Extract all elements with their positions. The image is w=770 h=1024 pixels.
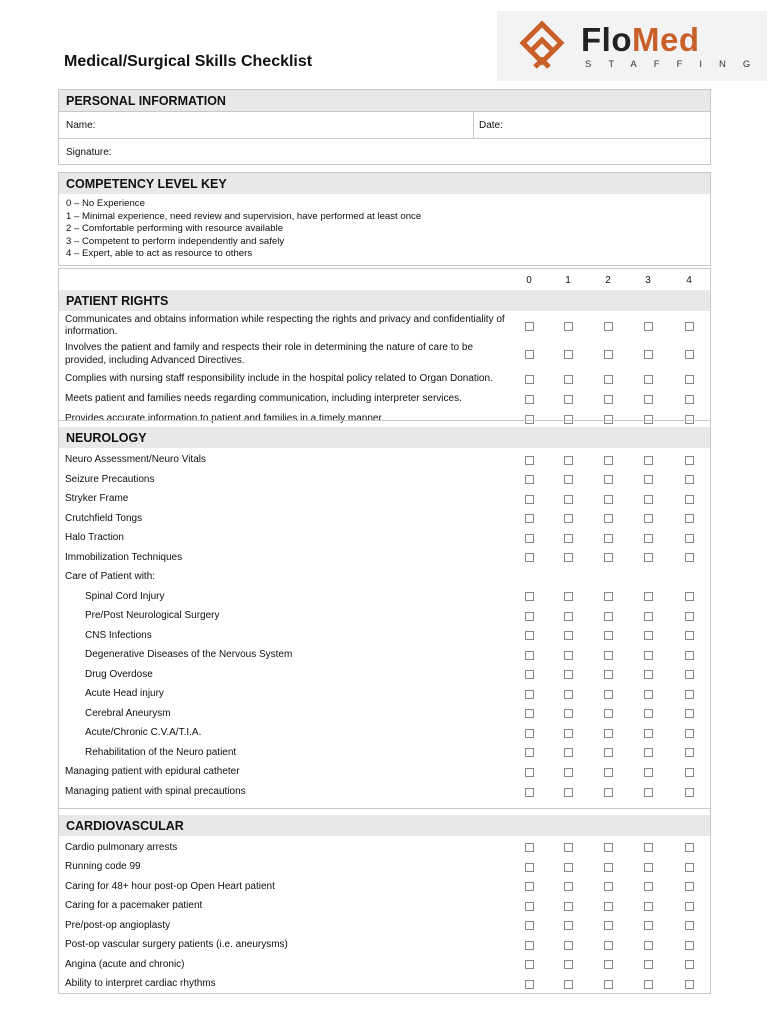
- competency-0-checkbox[interactable]: [525, 882, 534, 891]
- competency-3-checkbox[interactable]: [644, 651, 653, 660]
- competency-1-checkbox[interactable]: [564, 534, 573, 543]
- competency-0-checkbox[interactable]: [525, 709, 534, 718]
- skill-item-label: Spinal Cord Injury: [85, 590, 165, 602]
- competency-3-checkbox[interactable]: [644, 375, 653, 384]
- competency-2-checkbox[interactable]: [604, 729, 613, 738]
- competency-3-checkbox[interactable]: [644, 709, 653, 718]
- competency-3-checkbox[interactable]: [644, 612, 653, 621]
- skill-item-label: Degenerative Diseases of the Nervous System: [85, 649, 293, 661]
- competency-levels-list: [66, 198, 421, 261]
- skill-item-label: Managing patient with spinal precautions: [65, 786, 246, 798]
- competency-4-checkbox[interactable]: [685, 980, 694, 989]
- competency-4-checkbox[interactable]: [685, 456, 694, 465]
- competency-4-checkbox[interactable]: [685, 960, 694, 969]
- competency-3-checkbox[interactable]: [644, 788, 653, 797]
- competency-0-checkbox[interactable]: [525, 631, 534, 640]
- competency-4-checkbox[interactable]: [685, 395, 694, 404]
- competency-4-checkbox[interactable]: [685, 941, 694, 950]
- competency-0-checkbox[interactable]: [525, 670, 534, 679]
- competency-3-checkbox[interactable]: [644, 592, 653, 601]
- competency-4-checkbox[interactable]: [685, 709, 694, 718]
- competency-2-checkbox[interactable]: [604, 322, 613, 331]
- competency-3-checkbox[interactable]: [644, 921, 653, 930]
- personal-information-header: PERSONAL INFORMATION: [59, 90, 710, 111]
- competency-2-checkbox[interactable]: [604, 941, 613, 950]
- competency-1-checkbox[interactable]: [564, 902, 573, 911]
- competency-2-checkbox[interactable]: [604, 475, 613, 484]
- competency-level-1: 1 – Minimal experience, need review and supervision, have performed at least once: [66, 210, 422, 222]
- competency-3-checkbox[interactable]: [644, 748, 653, 757]
- competency-1-checkbox[interactable]: [564, 690, 573, 699]
- competency-4-checkbox[interactable]: [685, 902, 694, 911]
- competency-0-checkbox[interactable]: [525, 980, 534, 989]
- competency-2-checkbox[interactable]: [604, 350, 613, 359]
- competency-2-checkbox[interactable]: [604, 495, 613, 504]
- skill-item-label: CNS Infections: [85, 629, 152, 641]
- competency-level-key-box: [58, 172, 711, 266]
- competency-0-checkbox[interactable]: [525, 690, 534, 699]
- competency-level-0: 0 – No Experience: [66, 198, 145, 209]
- competency-1-checkbox[interactable]: [564, 788, 573, 797]
- competency-level-3: 3 – Competent to perform independently and safely: [66, 235, 285, 247]
- competency-4-checkbox[interactable]: [685, 612, 694, 621]
- competency-3-checkbox[interactable]: [644, 690, 653, 699]
- competency-2-checkbox[interactable]: [604, 553, 613, 562]
- competency-3-checkbox[interactable]: [644, 843, 653, 852]
- skill-item-label: Cerebral Aneurysm: [85, 707, 171, 719]
- competency-1-checkbox[interactable]: [564, 729, 573, 738]
- competency-4-checkbox[interactable]: [685, 651, 694, 660]
- competency-0-checkbox[interactable]: [525, 651, 534, 660]
- skill-item-label: Drug Overdose: [85, 668, 153, 680]
- competency-3-checkbox[interactable]: [644, 395, 653, 404]
- competency-3-checkbox[interactable]: [644, 768, 653, 777]
- competency-4-checkbox[interactable]: [685, 375, 694, 384]
- scale-header-1: 1: [565, 275, 571, 286]
- competency-0-checkbox[interactable]: [525, 729, 534, 738]
- competency-3-checkbox[interactable]: [644, 350, 653, 359]
- skill-item-label: Ability to interpret cardiac rhythms: [65, 978, 216, 990]
- competency-4-checkbox[interactable]: [685, 863, 694, 872]
- competency-0-checkbox[interactable]: [525, 495, 534, 504]
- skill-item-label: Communicates and obtains information while respecting the rights and privacy and confidentiality of information.: [65, 313, 505, 337]
- competency-0-checkbox[interactable]: [525, 375, 534, 384]
- competency-1-checkbox[interactable]: [564, 475, 573, 484]
- skill-item-label: Halo Traction: [65, 532, 124, 544]
- skill-item-label: Caring for a pacemaker patient: [65, 900, 203, 912]
- competency-2-checkbox[interactable]: [604, 980, 613, 989]
- competency-1-checkbox[interactable]: [564, 553, 573, 562]
- competency-1-checkbox[interactable]: [564, 980, 573, 989]
- competency-0-checkbox[interactable]: [525, 768, 534, 777]
- competency-1-checkbox[interactable]: [564, 592, 573, 601]
- skill-item-label: Post-op vascular surgery patients (i.e. aneurysms): [65, 939, 288, 951]
- competency-2-checkbox[interactable]: [604, 843, 613, 852]
- competency-0-checkbox[interactable]: [525, 592, 534, 601]
- competency-4-checkbox[interactable]: [685, 350, 694, 359]
- signature-label: Signature:: [66, 147, 112, 158]
- competency-0-checkbox[interactable]: [525, 843, 534, 852]
- skill-item-label: Cardio pulmonary arrests: [65, 841, 178, 853]
- competency-4-checkbox[interactable]: [685, 729, 694, 738]
- skill-item-label: Angina (acute and chronic): [65, 958, 185, 970]
- competency-2-checkbox[interactable]: [604, 534, 613, 543]
- competency-level-4: 4 – Expert, able to act as resource to others: [66, 248, 253, 260]
- competency-2-checkbox[interactable]: [604, 395, 613, 404]
- skill-item-label: Care of Patient with:: [65, 571, 156, 583]
- competency-1-checkbox[interactable]: [564, 670, 573, 679]
- competency-level-key-header: COMPETENCY LEVEL KEY: [59, 173, 710, 194]
- competency-2-checkbox[interactable]: [604, 748, 613, 757]
- skill-item-label: Running code 99: [65, 861, 141, 873]
- section-header-neurology: NEUROLOGY: [59, 427, 710, 448]
- skill-item-label: Pre/Post Neurological Surgery: [85, 610, 220, 622]
- competency-0-checkbox[interactable]: [525, 921, 534, 930]
- competency-4-checkbox[interactable]: [685, 882, 694, 891]
- competency-3-checkbox[interactable]: [644, 941, 653, 950]
- section-header-patient-rights: PATIENT RIGHTS: [59, 290, 710, 311]
- competency-4-checkbox[interactable]: [685, 495, 694, 504]
- competency-4-checkbox[interactable]: [685, 748, 694, 757]
- competency-2-checkbox[interactable]: [604, 902, 613, 911]
- competency-3-checkbox[interactable]: [644, 456, 653, 465]
- competency-0-checkbox[interactable]: [525, 612, 534, 621]
- competency-1-checkbox[interactable]: [564, 843, 573, 852]
- skill-item-label: Caring for 48+ hour post-op Open Heart patient: [65, 880, 275, 892]
- competency-2-checkbox[interactable]: [604, 592, 613, 601]
- competency-1-checkbox[interactable]: [564, 415, 573, 424]
- competency-2-checkbox[interactable]: [604, 612, 613, 621]
- competency-2-checkbox[interactable]: [604, 788, 613, 797]
- competency-0-checkbox[interactable]: [525, 395, 534, 404]
- competency-1-checkbox[interactable]: [564, 882, 573, 891]
- competency-0-checkbox[interactable]: [525, 960, 534, 969]
- competency-2-checkbox[interactable]: [604, 670, 613, 679]
- competency-4-checkbox[interactable]: [685, 322, 694, 331]
- name-field[interactable]: [109, 112, 469, 138]
- competency-1-checkbox[interactable]: [564, 631, 573, 640]
- personal-information-box: [58, 89, 711, 165]
- flomed-logo-icon: [517, 20, 567, 72]
- competency-0-checkbox[interactable]: [525, 350, 534, 359]
- competency-4-checkbox[interactable]: [685, 670, 694, 679]
- competency-3-checkbox[interactable]: [644, 980, 653, 989]
- competency-0-checkbox[interactable]: [525, 456, 534, 465]
- skill-item-label: Seizure Precautions: [65, 473, 155, 485]
- competency-4-checkbox[interactable]: [685, 921, 694, 930]
- competency-3-checkbox[interactable]: [644, 514, 653, 523]
- competency-3-checkbox[interactable]: [644, 495, 653, 504]
- competency-0-checkbox[interactable]: [525, 553, 534, 562]
- skill-item-label: Stryker Frame: [65, 493, 129, 505]
- competency-2-checkbox[interactable]: [604, 690, 613, 699]
- competency-1-checkbox[interactable]: [564, 863, 573, 872]
- skill-item-label: Acute/Chronic C.V.A/T.I.A.: [85, 727, 202, 739]
- company-logo: [497, 11, 767, 81]
- skill-item-label: Rehabilitation of the Neuro patient: [85, 746, 237, 758]
- competency-3-checkbox[interactable]: [644, 863, 653, 872]
- skill-item-label: Managing patient with epidural catheter: [65, 766, 240, 778]
- name-label: Name:: [66, 120, 96, 131]
- competency-3-checkbox[interactable]: [644, 415, 653, 424]
- skills-matrix: [58, 268, 711, 994]
- competency-3-checkbox[interactable]: [644, 534, 653, 543]
- competency-4-checkbox[interactable]: [685, 788, 694, 797]
- skill-item-label: Crutchfield Tongs: [65, 512, 143, 524]
- competency-4-checkbox[interactable]: [685, 514, 694, 523]
- competency-4-checkbox[interactable]: [685, 843, 694, 852]
- competency-2-checkbox[interactable]: [604, 863, 613, 872]
- competency-4-checkbox[interactable]: [685, 592, 694, 601]
- competency-3-checkbox[interactable]: [644, 902, 653, 911]
- competency-2-checkbox[interactable]: [604, 921, 613, 930]
- competency-3-checkbox[interactable]: [644, 631, 653, 640]
- competency-3-checkbox[interactable]: [644, 475, 653, 484]
- competency-1-checkbox[interactable]: [564, 941, 573, 950]
- competency-2-checkbox[interactable]: [604, 514, 613, 523]
- competency-0-checkbox[interactable]: [525, 863, 534, 872]
- skill-item-label: Provides accurate information to patient and families in a timely manner.: [65, 412, 385, 424]
- competency-1-checkbox[interactable]: [564, 322, 573, 331]
- section-divider: [59, 808, 710, 809]
- competency-1-checkbox[interactable]: [564, 514, 573, 523]
- competency-3-checkbox[interactable]: [644, 670, 653, 679]
- competency-0-checkbox[interactable]: [525, 941, 534, 950]
- competency-4-checkbox[interactable]: [685, 415, 694, 424]
- competency-0-checkbox[interactable]: [525, 748, 534, 757]
- competency-4-checkbox[interactable]: [685, 631, 694, 640]
- competency-4-checkbox[interactable]: [685, 553, 694, 562]
- competency-4-checkbox[interactable]: [685, 534, 694, 543]
- competency-2-checkbox[interactable]: [604, 709, 613, 718]
- scale-header-2: 2: [605, 275, 611, 286]
- competency-3-checkbox[interactable]: [644, 882, 653, 891]
- date-field[interactable]: [509, 112, 699, 138]
- competency-2-checkbox[interactable]: [604, 375, 613, 384]
- scale-header-4: 4: [686, 275, 692, 286]
- skill-item-label: Complies with nursing staff responsibility include in the hospital policy related to Organ Donation.: [65, 372, 493, 384]
- competency-1-checkbox[interactable]: [564, 375, 573, 384]
- competency-2-checkbox[interactable]: [604, 882, 613, 891]
- skill-item-label: Immobilization Techniques: [65, 551, 183, 563]
- competency-1-checkbox[interactable]: [564, 709, 573, 718]
- competency-level-2: 2 – Comfortable performing with resource available: [66, 223, 284, 235]
- competency-1-checkbox[interactable]: [564, 960, 573, 969]
- competency-3-checkbox[interactable]: [644, 553, 653, 562]
- competency-1-checkbox[interactable]: [564, 456, 573, 465]
- logo-text-med: Med: [631, 21, 700, 58]
- competency-3-checkbox[interactable]: [644, 960, 653, 969]
- competency-4-checkbox[interactable]: [685, 690, 694, 699]
- competency-2-checkbox[interactable]: [604, 456, 613, 465]
- logo-text-flo: Flo: [581, 21, 632, 58]
- competency-4-checkbox[interactable]: [685, 475, 694, 484]
- skill-item-label: Pre/post-op angioplasty: [65, 919, 171, 931]
- scale-header-3: 3: [645, 275, 651, 286]
- divider: [473, 111, 474, 138]
- skill-item-label: Involves the patient and family and respects their role in determining the nature of care to be provided, including Advanced Directives.: [65, 342, 474, 366]
- competency-2-checkbox[interactable]: [604, 631, 613, 640]
- document-title: Medical/Surgical Skills Checklist: [64, 53, 313, 70]
- competency-0-checkbox[interactable]: [525, 788, 534, 797]
- competency-1-checkbox[interactable]: [564, 748, 573, 757]
- competency-1-checkbox[interactable]: [564, 612, 573, 621]
- competency-1-checkbox[interactable]: [564, 495, 573, 504]
- competency-0-checkbox[interactable]: [525, 322, 534, 331]
- competency-1-checkbox[interactable]: [564, 395, 573, 404]
- competency-0-checkbox[interactable]: [525, 902, 534, 911]
- competency-1-checkbox[interactable]: [564, 921, 573, 930]
- skill-item-label: Meets patient and families needs regarding communication, including interpreter services.: [65, 392, 462, 404]
- section-header-cardiovascular: CARDIOVASCULAR: [59, 815, 710, 836]
- skill-item-label: Neuro Assessment/Neuro Vitals: [65, 453, 206, 465]
- competency-2-checkbox[interactable]: [604, 960, 613, 969]
- date-label: Date:: [479, 120, 503, 131]
- competency-0-checkbox[interactable]: [525, 475, 534, 484]
- competency-1-checkbox[interactable]: [564, 768, 573, 777]
- competency-1-checkbox[interactable]: [564, 651, 573, 660]
- competency-3-checkbox[interactable]: [644, 322, 653, 331]
- skill-item-label: Acute Head injury: [85, 688, 164, 700]
- competency-2-checkbox[interactable]: [604, 651, 613, 660]
- logo-tagline: STAFFING: [585, 59, 768, 70]
- competency-0-checkbox[interactable]: [525, 514, 534, 523]
- signature-field[interactable]: [119, 139, 699, 165]
- competency-1-checkbox[interactable]: [564, 350, 573, 359]
- competency-3-checkbox[interactable]: [644, 729, 653, 738]
- section-divider: [59, 420, 710, 421]
- scale-header-0: 0: [526, 275, 532, 286]
- competency-0-checkbox[interactable]: [525, 534, 534, 543]
- competency-2-checkbox[interactable]: [604, 415, 613, 424]
- competency-4-checkbox[interactable]: [685, 768, 694, 777]
- competency-0-checkbox[interactable]: [525, 415, 534, 424]
- competency-2-checkbox[interactable]: [604, 768, 613, 777]
